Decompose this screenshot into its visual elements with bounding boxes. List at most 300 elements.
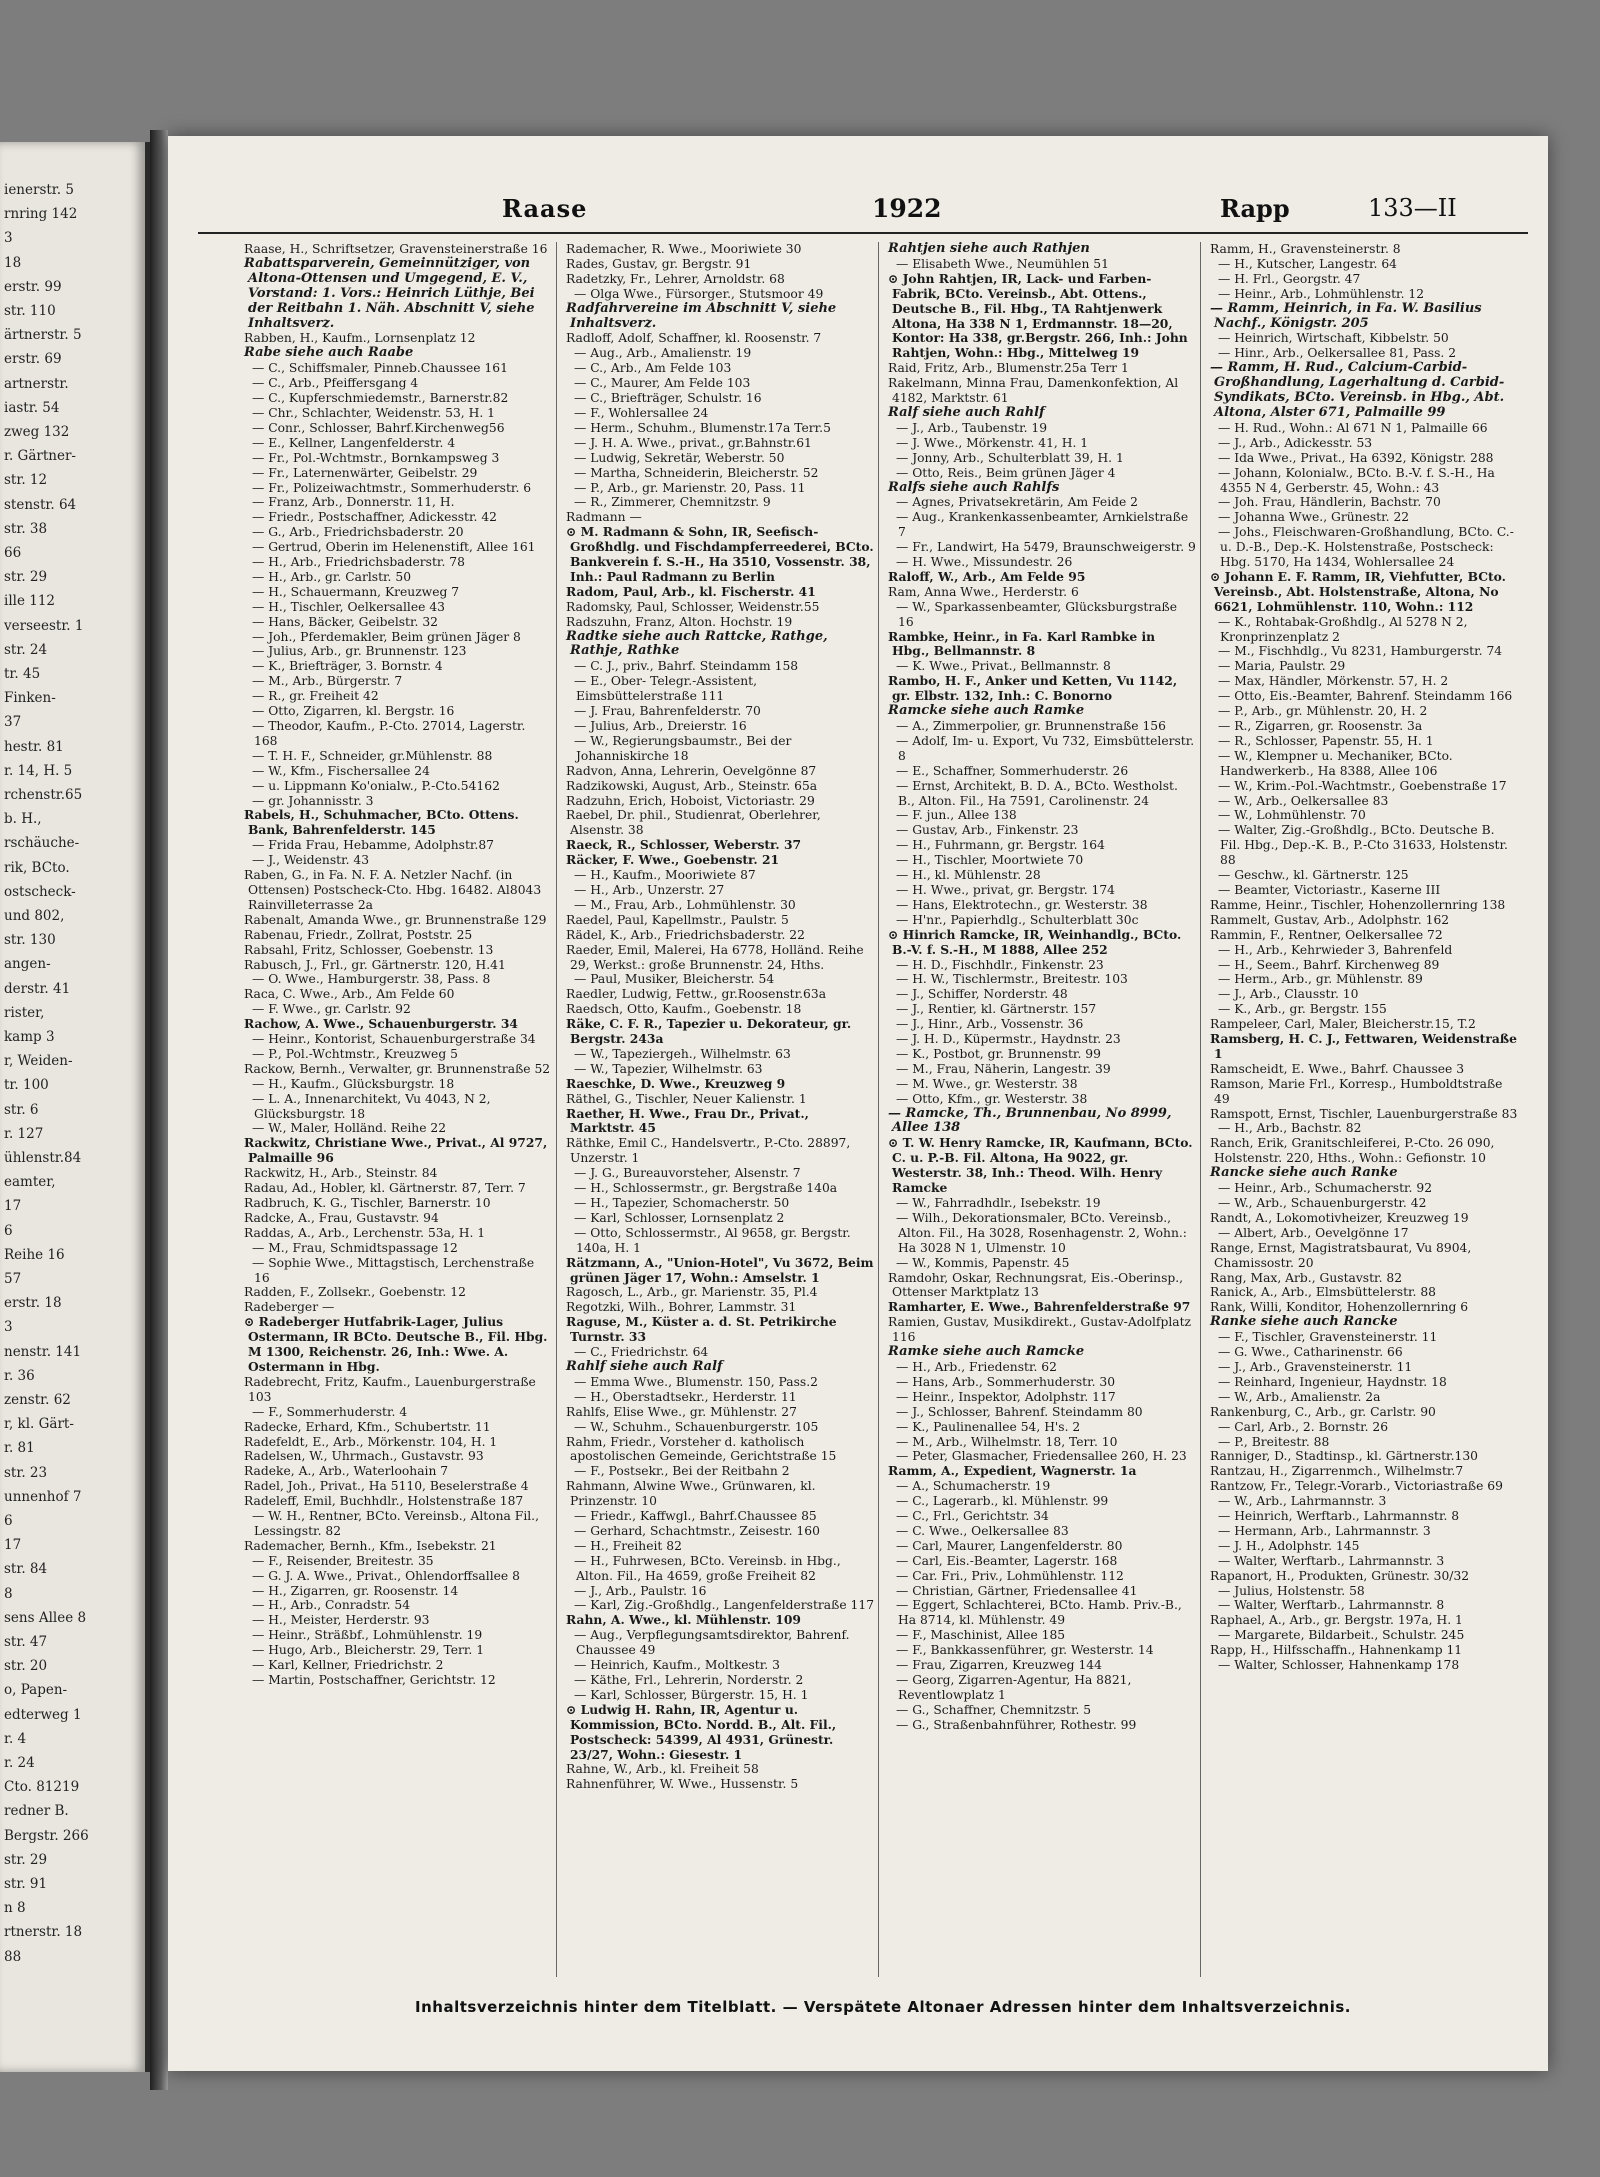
facing-page-text: verseestr. 1 xyxy=(4,617,84,634)
directory-entry: — J., Weidenstr. 43 xyxy=(252,853,370,868)
directory-entry: Rapanort, H., Produkten, Grünestr. 30/32 xyxy=(1210,1568,1470,1583)
facing-page-text: ostscheck- xyxy=(4,883,76,900)
directory-entry: — Beamter, Victoriastr., Kaserne III xyxy=(1218,882,1441,897)
directory-entry: — W., Arb., Lahrmannstr. 3 xyxy=(1218,1494,1387,1509)
directory-entry: — Heinrich, Wirtschaft, Kibbelstr. 50 xyxy=(1218,331,1449,346)
directory-entry: — R., Zigarren, gr. Roosenstr. 3a xyxy=(1218,719,1423,733)
directory-entry: Raedler, Ludwig, Fettw., gr.Roosenstr.63a xyxy=(566,987,827,1002)
facing-page-text: 57 xyxy=(4,1271,22,1287)
directory-entry: — Fr., Polizeiwachtmstr., Sommerhuderstr. 6 xyxy=(252,480,532,495)
directory-entry: — W., Schuhm., Schauenburgerstr. 105 xyxy=(574,1419,819,1434)
directory-entry: Rabsahl, Fritz, Schlosser, Goebenstr. 13 xyxy=(244,942,494,957)
directory-entry: — K., Paulinenallee 54, H's. 2 xyxy=(896,1419,1081,1434)
facing-page-fragment xyxy=(0,142,153,2072)
page-footer-note: Inhaltsverzeichnis hinter dem Titelblatt. — Verspätete Altonaer Adressen hinter dem Inhaltsverzeichnis. xyxy=(415,1998,1351,2016)
directory-entry: Rankenburg, C., Arb., gr. Carlstr. 90 xyxy=(1210,1404,1436,1419)
directory-entry: — Carl, Maurer, Langenfelderstr. 80 xyxy=(896,1538,1123,1553)
directory-entry: — H., Arb., Conradstr. 54 xyxy=(252,1598,411,1613)
facing-page-text: str. 84 xyxy=(4,1561,48,1578)
directory-entry: — Car. Fri., Priv., Lohmühlenstr. 112 xyxy=(896,1568,1124,1583)
directory-entry: — C. Wwe., Oelkersallee 83 xyxy=(896,1523,1069,1538)
facing-page-text: Finken- xyxy=(4,690,56,707)
directory-entry: — Hermann, Arb., Lahrmannstr. 3 xyxy=(1218,1523,1431,1538)
facing-page-text: 17 xyxy=(4,1537,22,1554)
directory-entry: — C., Arb., Am Felde 103 xyxy=(574,361,732,376)
book-gutter xyxy=(150,130,168,2090)
facing-page-text: zenstr. 62 xyxy=(4,1392,71,1408)
directory-entry: — F., Bankkassenführer, gr. Westerstr. 14 xyxy=(896,1643,1154,1658)
directory-entry: — P., Arb., gr. Marienstr. 20, Pass. 11 xyxy=(574,480,806,495)
directory-entry: Rahmann, Alwine Wwe., Grünwaren, kl. Prinzenstr. 10 xyxy=(566,1479,816,1509)
directory-entry: — Friedr., Kaffwgl., Bahrf.Chaussee 85 xyxy=(574,1509,817,1524)
directory-entry: — H., Arb., Bachstr. 82 xyxy=(1218,1121,1362,1136)
directory-entry: Ramsberg, H. C. J., Fettwaren, Weidenstraße 1 xyxy=(1210,1031,1517,1061)
directory-entry: Raedel, Paul, Kapellmstr., Paulstr. 5 xyxy=(566,912,789,927)
directory-entry: Rammelt, Gustav, Arb., Adolphstr. 162 xyxy=(1210,912,1450,927)
directory-entry: Ramspott, Ernst, Tischler, Lauenburgerstraße 83 xyxy=(1210,1106,1518,1121)
directory-entry: Radel, Joh., Privat., Ha 5110, Beselerstraße 4 xyxy=(244,1479,529,1494)
directory-entry: — Maria, Paulstr. 29 xyxy=(1218,659,1346,674)
directory-entry: — Hans, Elektrotechn., gr. Westerstr. 38 xyxy=(896,897,1148,912)
directory-entry: — W., Sparkassenbeamter, Glücksburgstraße 16 xyxy=(896,599,1178,629)
directory-entry: — Walter, Zig.-Großhdlg., BCto. Deutsche B. Fil. Hbg., Dep.-K. B., P.-Cto 31633, Holstenstr. 88 xyxy=(1218,823,1508,868)
directory-entry: Rantzow, Fr., Telegr.-Vorarb., Victoriastraße 69 xyxy=(1210,1479,1503,1494)
directory-entry: — u. Lippmann Ko'onialw., P.-Cto.54162 xyxy=(252,778,500,793)
header-first-entry: Raase xyxy=(502,194,588,223)
directory-entry: — F., Reisender, Breitestr. 35 xyxy=(252,1553,434,1568)
directory-entry: — H., Fuhrmann, gr. Bergstr. 164 xyxy=(896,838,1105,853)
page-header xyxy=(198,192,1528,234)
directory-entry: — Aug., Verpflegungsamtsdirektor, Bahrenf. Chaussee 49 xyxy=(574,1628,850,1658)
directory-entry: — H., Tischler, Moortwiete 70 xyxy=(896,853,1084,868)
directory-entry: Räthke, Emil C., Handelsvertr., P.-Cto. 28897, Unzerstr. 1 xyxy=(566,1136,851,1166)
facing-page-text: 37 xyxy=(4,714,22,731)
facing-page-text: str. 110 xyxy=(4,303,56,319)
directory-entry: — Otto, Kfm., gr. Westerstr. 38 xyxy=(896,1091,1088,1106)
directory-entry: — Friedr., Postschaffner, Adickesstr. 42 xyxy=(252,510,497,525)
directory-entry: Rank, Willi, Konditor, Hohenzollernring 6 xyxy=(1210,1300,1469,1315)
directory-entry: Rabben, H., Kaufm., Lornsenplatz 12 xyxy=(244,331,476,346)
directory-entry: — Johs., Fleischwaren-Großhandlung, BCto. C.- u. D.-B., Dep.-K. Holstenstraße, Postscheck: Hbg. 5170, Ha 1434, Wohlersallee 24 xyxy=(1218,525,1514,570)
directory-entry: Rantzau, H., Zigarrenmch., Wilhelmstr.7 xyxy=(1210,1464,1464,1479)
directory-entry: Rabenau, Friedr., Zollrat, Poststr. 25 xyxy=(244,927,473,942)
directory-entry: — G. Wwe., Catharinenstr. 66 xyxy=(1218,1345,1403,1360)
directory-entry: — W., Fahrradhdlr., Isebekstr. 19 xyxy=(896,1196,1101,1210)
directory-entry: — Otto, Zigarren, kl. Bergstr. 16 xyxy=(252,704,455,719)
facing-page-text: Cto. 81219 xyxy=(4,1779,80,1796)
directory-entry: — Gerhard, Schachtmstr., Zeisestr. 160 xyxy=(574,1523,820,1538)
directory-entry: Rabe siehe auch Raabe xyxy=(244,345,414,361)
directory-entry: — H'nr., Papierhdlg., Schulterblatt 30c xyxy=(896,912,1139,927)
directory-entry: Rahnenführer, W. Wwe., Hussenstr. 5 xyxy=(566,1777,799,1792)
facing-page-text: zweg 132 xyxy=(4,424,70,440)
directory-entry: — Heinrich, Kaufm., Moltkestr. 3 xyxy=(574,1658,780,1673)
directory-entry: — C., Briefträger, Schulstr. 16 xyxy=(574,391,762,406)
directory-entry: Räthel, G., Tischler, Neuer Kalienstr. 1 xyxy=(566,1091,807,1106)
facing-page-text: str. 130 xyxy=(4,932,56,949)
directory-entry: Rabels, H., Schuhmacher, BCto. Ottens. Bank, Bahrenfelderstr. 145 xyxy=(244,807,519,838)
directory-entry: — Martha, Schneiderin, Bleicherstr. 52 xyxy=(574,465,819,480)
directory-entry: — K. Wwe., Privat., Bellmannstr. 8 xyxy=(896,659,1111,674)
facing-page-text: artnerstr. xyxy=(4,375,69,392)
directory-entry: — M. Wwe., gr. Westerstr. 38 xyxy=(896,1076,1078,1091)
directory-entry: — F., Postsekr., Bei der Reitbahn 2 xyxy=(574,1464,790,1479)
directory-entry: Ramien, Gustav, Musikdirekt., Gustav-Adolfplatz 116 xyxy=(888,1315,1192,1345)
facing-page-text: kamp 3 xyxy=(4,1029,55,1045)
facing-page-text: tr. 100 xyxy=(4,1077,49,1094)
directory-columns xyxy=(238,242,1518,1977)
facing-page-text: hestr. 81 xyxy=(4,738,64,755)
directory-entry: Radbruch, K. G., Tischler, Barnerstr. 10 xyxy=(244,1196,491,1210)
directory-entry: — Sophie Wwe., Mittagstisch, Lerchenstraße 16 xyxy=(252,1255,535,1285)
facing-page-text: Reihe 16 xyxy=(4,1246,65,1263)
directory-entry: Radcke, A., Frau, Gustavstr. 94 xyxy=(244,1210,439,1225)
directory-entry: — Geschw., kl. Gärtnerstr. 125 xyxy=(1218,868,1409,883)
directory-entry: Ramdohr, Oskar, Rechnungsrat, Eis.-Oberinsp., Ottenser Marktplatz 13 xyxy=(888,1270,1184,1300)
directory-entry: Raeck, R., Schlosser, Weberstr. 37 xyxy=(566,837,802,853)
directory-entry: — Fr., Pol.-Wchtmstr., Bornkampsweg 3 xyxy=(252,450,500,465)
directory-entry: — Walter, Schlosser, Hahnenkamp 178 xyxy=(1218,1658,1460,1673)
facing-page-text: str. 38 xyxy=(4,520,48,537)
directory-entry: — Albert, Arb., Oevelgönne 17 xyxy=(1218,1225,1409,1240)
facing-page-text: rister, xyxy=(4,1004,45,1021)
directory-entry: Rampeleer, Carl, Maler, Bleicherstr.15, T.2 xyxy=(1210,1017,1476,1032)
directory-entry: — H. Frl., Georgstr. 47 xyxy=(1218,271,1361,286)
facing-page-text: 88 xyxy=(4,1948,22,1965)
directory-entry: — Herm., Arb., gr. Mühlenstr. 89 xyxy=(1218,972,1423,987)
directory-entry: — Ramcke, Th., Brunnenbau, No 8999, Allee 138 xyxy=(888,1105,1172,1136)
directory-entry: Radomsky, Paul, Schlosser, Weidenstr.55 xyxy=(566,599,820,614)
directory-entry: — W., Regierungsbaumstr., Bei der Johanniskirche 18 xyxy=(574,733,792,763)
directory-entry: — C., Schiffsmaler, Pinneb.Chaussee 161 xyxy=(252,361,508,376)
facing-page-text: r. 14, H. 5 xyxy=(4,762,73,779)
directory-entry: Rackwitz, Christiane Wwe., Privat., Al 9727, Palmaille 96 xyxy=(244,1135,548,1166)
directory-entry: — J., Schlosser, Bahrenf. Steindamm 80 xyxy=(896,1404,1143,1419)
directory-entry: Radloff, Adolf, Schaffner, kl. Roosenstr. 7 xyxy=(566,331,822,346)
directory-entry: — Adolf, Im- u. Export, Vu 732, Eimsbüttelerstr. 8 xyxy=(896,733,1195,763)
directory-entry: — Ramm, H. Rud., Calcium-Carbid-Großhandlung, Lagerhaltung d. Carbid-Syndikats, BCto. Vereinsb. in Hbg., Abt. Altona, Alster 671, Palmaille 99 xyxy=(1210,360,1505,420)
directory-entry: Rambo, H. F., Anker und Ketten, Vu 1142, gr. Elbstr. 132, Inh.: C. Bonorno xyxy=(888,673,1178,704)
directory-entry: — Conr., Schlosser, Bahrf.Kirchenweg56 xyxy=(252,420,505,435)
directory-entry: — M., Frau, Näherin, Langestr. 39 xyxy=(896,1061,1111,1076)
directory-entry: Rachow, A. Wwe., Schauenburgerstr. 34 xyxy=(244,1016,518,1032)
directory-entry: — H. D., Fischhdlr., Finkenstr. 23 xyxy=(896,957,1104,972)
directory-entry: — Gustav, Arb., Finkenstr. 23 xyxy=(896,823,1079,838)
directory-entry: — Ramm, Heinrich, in Fa. W. Basilius Nachf., Königstr. 205 xyxy=(1210,300,1482,331)
directory-entry: Ramcke siehe auch Ramke xyxy=(888,703,1085,719)
directory-entry: — W., Maler, Holländ. Reihe 22 xyxy=(252,1121,447,1136)
directory-entry: Radtke siehe auch Rattcke, Rathge, Rathje, Rathke xyxy=(566,628,828,659)
directory-entry: — C., Kupferschmiedemstr., Barnerstr.82 xyxy=(252,391,509,406)
directory-entry: — F., Sommerhuderstr. 4 xyxy=(252,1404,408,1419)
facing-page-text: ärtnerstr. 5 xyxy=(4,327,82,344)
directory-entry: — Ernst, Architekt, B. D. A., BCto. Westholst. B., Alton. Fil., Ha 7591, Carolinenstr. 24 xyxy=(896,778,1178,808)
directory-entry: Rambke, Heinr., in Fa. Karl Rambke in Hbg., Bellmannstr. 8 xyxy=(888,628,1156,659)
facing-page-text: str. 23 xyxy=(4,1464,48,1481)
directory-entry: ⊙ Ludwig H. Rahn, IR, Agentur u. Kommission, BCto. Nordd. B., Alt. Fil., Postscheck: 54399, Al 4931, Grünestr. 23/27, Wohn.: Giesestr. 1 xyxy=(566,1701,837,1762)
directory-entry: — Joh. Frau, Händlerin, Bachstr. 70 xyxy=(1218,495,1441,510)
directory-entry: — Walter, Werftarb., Lahrmannstr. 3 xyxy=(1218,1553,1445,1568)
directory-entry: — R., Schlosser, Papenstr. 55, H. 1 xyxy=(1218,733,1434,748)
header-year: 1922 xyxy=(872,194,942,223)
directory-entry: — Georg, Zigarren-Agentur, Ha 8821, Reventlowplatz 1 xyxy=(896,1673,1132,1702)
directory-entry: Ram, Anna Wwe., Herderstr. 6 xyxy=(888,584,1079,599)
directory-entry: — Eggert, Schlachterei, BCto. Hamb. Priv.-B., Ha 8714, kl. Mühlenstr. 49 xyxy=(896,1598,1182,1628)
directory-entry: — J., Arb., Adickesstr. 53 xyxy=(1218,435,1373,450)
directory-entry: Rademacher, Bernh., Kfm., Isebekstr. 21 xyxy=(244,1538,497,1553)
directory-entry: — F. jun., Allee 138 xyxy=(896,808,1017,823)
header-last-entry: Rapp xyxy=(1220,194,1290,223)
directory-entry: — G., Schaffner, Chemnitzstr. 5 xyxy=(896,1702,1092,1717)
directory-entry: Rätzmann, A., "Union-Hotel", Vu 3672, Beim grünen Jäger 17, Wohn.: Amselstr. 1 xyxy=(566,1254,874,1285)
directory-entry: — P., Arb., gr. Mühlenstr. 20, H. 2 xyxy=(1218,704,1428,719)
directory-entry: Rackwitz, H., Arb., Steinstr. 84 xyxy=(244,1166,438,1181)
directory-entry: Raphael, A., Arb., gr. Bergstr. 197a, H. 1 xyxy=(1210,1613,1463,1628)
directory-entry: — J. H. D., Küpermstr., Haydnstr. 23 xyxy=(896,1032,1121,1047)
facing-page-text: str. 91 xyxy=(4,1876,48,1892)
directory-entry: Rakelmann, Minna Frau, Damenkonfektion, Al 4182, Marktstr. 61 xyxy=(888,376,1179,406)
facing-page-text: nenstr. 141 xyxy=(4,1343,82,1360)
directory-entry: — H. Wwe., privat, gr. Bergstr. 174 xyxy=(896,882,1115,897)
directory-entry: — J., Arb., Paulstr. 16 xyxy=(574,1583,707,1598)
directory-entry: — G., Straßenbahnführer, Rothestr. 99 xyxy=(896,1717,1137,1732)
directory-entry: Radeberger — xyxy=(244,1300,335,1315)
directory-entry: Rabenalt, Amanda Wwe., gr. Brunnenstraße 129 xyxy=(244,912,547,927)
facing-page-text: rtnerstr. 18 xyxy=(4,1924,83,1941)
directory-entry: Rammin, F., Rentner, Oelkersallee 72 xyxy=(1210,927,1443,942)
page-number: 133—II xyxy=(1368,194,1457,222)
directory-entry: — Käthe, Frl., Lehrerin, Norderstr. 2 xyxy=(574,1673,804,1687)
directory-entry: — Jonny, Arb., Schulterblatt 39, H. 1 xyxy=(896,450,1124,465)
directory-entry: — Ludwig, Sekretär, Weberstr. 50 xyxy=(574,450,785,465)
directory-entry: — G., Arb., Friedrichsbaderstr. 20 xyxy=(252,525,464,540)
directory-entry: — H., Oberstadtsekr., Herderstr. 11 xyxy=(574,1389,797,1404)
directory-entry: — J., Arb., Gravensteinerstr. 11 xyxy=(1218,1359,1413,1374)
directory-entry: Rahm, Friedr., Vorsteher d. katholisch apostolischen Gemeinde, Gerichtstraße 15 xyxy=(566,1434,837,1464)
directory-entry: Raether, H. Wwe., Frau Dr., Privat., Marktstr. 45 xyxy=(566,1105,809,1136)
directory-entry: — Martin, Postschaffner, Gerichtstr. 12 xyxy=(252,1673,496,1687)
directory-entry: — Carl, Arb., 2. Bornstr. 26 xyxy=(1218,1419,1389,1434)
directory-entry: — Hans, Arb., Sommerhuderstr. 30 xyxy=(896,1374,1116,1389)
facing-page-text: 17 xyxy=(4,1198,22,1215)
directory-entry: — H., Arb., Unzerstr. 27 xyxy=(574,882,725,897)
directory-entry: Radszuhn, Franz, Alton. Hochstr. 19 xyxy=(566,614,793,629)
directory-entry: ⊙ T. W. Henry Ramcke, IR, Kaufmann, BCto. C. u. P.-B. Fil. Altona, Ha 9022, gr. Westerstr. 38, Inh.: Theod. Wilh. Henry Ramcke xyxy=(888,1135,1193,1196)
directory-entry: — W., Krim.-Pol.-Wachtmstr., Goebenstraße 17 xyxy=(1218,778,1507,793)
directory-entry: Raase, H., Schriftsetzer, Gravensteinerstraße 16 xyxy=(244,242,548,256)
directory-entry: Radeke, A., Arb., Waterloohain 7 xyxy=(244,1464,449,1479)
directory-entry: — F., Wohlersallee 24 xyxy=(574,405,709,420)
directory-entry: — H., Kaufm., Glücksburgstr. 18 xyxy=(252,1076,455,1091)
directory-entry: — Otto, Eis.-Beamter, Bahrenf. Steindamm 166 xyxy=(1218,689,1513,704)
facing-page-text: ienerstr. 5 xyxy=(4,182,74,198)
directory-entry: Radden, F., Zollsekr., Goebenstr. 12 xyxy=(244,1285,466,1300)
directory-entry: — Emma Wwe., Blumenstr. 150, Pass.2 xyxy=(574,1374,818,1389)
directory-entry: Raddas, A., Arb., Lerchenstr. 53a, H. 1 xyxy=(244,1225,486,1240)
directory-entry: — H., Arb., Kehrwieder 3, Bahrenfeld xyxy=(1218,942,1453,957)
directory-entry: — J. G., Bureauvorsteher, Alsenstr. 7 xyxy=(574,1166,801,1181)
directory-entry: — J. H. A. Wwe., privat., gr.Bahnstr.61 xyxy=(574,435,812,450)
directory-entry: — A., Zimmerpolier, gr. Brunnenstraße 156 xyxy=(896,719,1166,733)
directory-entry: — Frida Frau, Hebamme, Adolphstr.87 xyxy=(252,838,494,853)
directory-entry: — H. Wwe., Missundestr. 26 xyxy=(896,555,1073,570)
column-1 xyxy=(238,242,557,1977)
directory-entry: — Reinhard, Ingenieur, Haydnstr. 18 xyxy=(1218,1374,1447,1389)
facing-page-text: 3 xyxy=(4,1319,13,1336)
directory-entry: — Olga Wwe., Fürsorger., Stutsmoor 49 xyxy=(574,286,824,301)
directory-entry: — H., Tapezier, Schomacherstr. 50 xyxy=(574,1196,790,1210)
directory-entry: — E., Schaffner, Sommerhuderstr. 26 xyxy=(896,763,1129,778)
directory-entry: — E., Ober- Telegr.-Assistent, Eimsbüttelerstraße 111 xyxy=(574,674,758,704)
directory-entry: — L. A., Innenarchitekt, Vu 4043, N 2, Glücksburgstr. 18 xyxy=(252,1091,491,1121)
facing-page-text: und 802, xyxy=(4,908,65,924)
directory-entry: — M., Frau, Arb., Lohmühlenstr. 30 xyxy=(574,897,796,912)
directory-entry: Ramm, A., Expedient, Wagnerstr. 1a xyxy=(888,1463,1137,1479)
directory-entry: — Karl, Zig.-Großhdlg., Langenfelderstraße 117 xyxy=(574,1598,875,1613)
directory-entry: ⊙ Radeberger Hutfabrik-Lager, Julius Ostermann, IR BCto. Deutsche B., Fil. Hbg. M 1300, Reichenstr. 26, Inh.: Wwe. A. Ostermann in Hbg. xyxy=(244,1314,548,1374)
facing-page-text: r, Weiden- xyxy=(4,1053,73,1070)
directory-entry: — H., Zigarren, gr. Roosenstr. 14 xyxy=(252,1583,459,1598)
facing-page-text: ühlenstr.84 xyxy=(4,1150,82,1166)
facing-page-text: 6 xyxy=(4,1513,13,1529)
directory-entry: Raloff, W., Arb., Am Felde 95 xyxy=(888,568,1086,584)
directory-entry: — Paul, Musiker, Bleicherstr. 54 xyxy=(574,972,775,987)
directory-entry: Raeschke, D. Wwe., Kreuzweg 9 xyxy=(566,1075,786,1091)
directory-entry: Range, Ernst, Magistratsbaurat, Vu 8904, Chamissostr. 20 xyxy=(1210,1240,1472,1270)
directory-entry: — F. Wwe., gr. Carlstr. 92 xyxy=(252,1002,411,1017)
facing-page-text: angen- xyxy=(4,956,51,973)
facing-page-text: r, kl. Gärt- xyxy=(4,1416,74,1433)
directory-entry: Radebrecht, Fritz, Kaufm., Lauenburgerstraße 103 xyxy=(244,1374,536,1404)
directory-entry: — W., Kommis, Papenstr. 45 xyxy=(896,1255,1070,1270)
directory-entry: Rades, Gustav, gr. Bergstr. 91 xyxy=(566,256,752,271)
directory-entry: Raben, G., in Fa. N. F. A. Netzler Nachf. (in Ottensen) Postscheck-Cto. Hbg. 16482. Al8043 Rainvilleterrasse 2a xyxy=(244,868,542,912)
directory-entry: Raca, C. Wwe., Arb., Am Felde 60 xyxy=(244,987,455,1002)
directory-entry: Ranniger, D., Stadtinsp., kl. Gärtnerstr.130 xyxy=(1210,1449,1478,1464)
directory-entry: Radfahrvereine im Abschnitt V, siehe Inhaltsverz. xyxy=(566,300,837,331)
directory-entry: — J. Frau, Bahrenfelderstr. 70 xyxy=(574,704,761,719)
directory-entry: Rabusch, J., Frl., gr. Gärtnerstr. 120, H.41 xyxy=(244,957,506,972)
facing-page-text: erstr. 99 xyxy=(4,278,62,295)
directory-entry: — Theodor, Kaufm., P.-Cto. 27014, Lagerstr. 168 xyxy=(252,719,526,748)
facing-page-text: tr. 45 xyxy=(4,666,41,682)
facing-page-text: 3 xyxy=(4,230,13,247)
directory-entry: — H., kl. Mühlenstr. 28 xyxy=(896,868,1041,883)
directory-entry: — O. Wwe., Hamburgerstr. 38, Pass. 8 xyxy=(252,972,491,987)
directory-entry: — Heinr., Kontorist, Schauenburgerstraße 34 xyxy=(252,1032,536,1047)
directory-entry: — P., Breitestr. 88 xyxy=(1218,1434,1330,1449)
directory-entry: — C., Friedrichstr. 64 xyxy=(574,1345,709,1360)
directory-entry: Radeleff, Emil, Buchhdlr., Holstenstraße 187 xyxy=(244,1494,524,1509)
directory-entry: — Peter, Glasmacher, Friedensallee 260, H. 23 xyxy=(896,1449,1187,1464)
directory-entry: Raid, Fritz, Arb., Blumenstr.25a Terr 1 xyxy=(888,361,1129,376)
directory-entry: — Margarete, Bildarbeit., Schulstr. 245 xyxy=(1218,1628,1465,1643)
facing-page-text: 6 xyxy=(4,1222,13,1239)
facing-page-text: r. 81 xyxy=(4,1440,35,1457)
facing-page-text: rschäuche- xyxy=(4,835,80,852)
directory-entry: — gr. Johannisstr. 3 xyxy=(252,793,374,808)
directory-entry: — Aug., Arb., Amalienstr. 19 xyxy=(574,346,752,361)
facing-page-text: n 8 xyxy=(4,1900,26,1917)
directory-entry: — H. W., Tischlermstr., Breitestr. 103 xyxy=(896,972,1128,987)
directory-entry: — J., Schiffer, Norderstr. 48 xyxy=(896,987,1068,1002)
facing-page-text: r. 36 xyxy=(4,1367,35,1384)
directory-entry: — Elisabeth Wwe., Neumühlen 51 xyxy=(896,256,1109,271)
directory-entry: Rahlfs, Elise Wwe., gr. Mühlenstr. 27 xyxy=(566,1404,797,1419)
directory-entry: — Julius, Arb., gr. Brunnenstr. 123 xyxy=(252,644,467,659)
directory-entry: Radom, Paul, Arb., kl. Fischerstr. 41 xyxy=(566,583,816,599)
directory-entry: — J., Rentier, kl. Gärtnerstr. 157 xyxy=(896,1002,1097,1017)
directory-entry: — C., Maurer, Am Felde 103 xyxy=(574,376,751,391)
column-3 xyxy=(882,242,1201,1977)
directory-entry: — Karl, Kellner, Friedrichstr. 2 xyxy=(252,1658,444,1673)
directory-entry: Ramke siehe auch Ramcke xyxy=(888,1344,1085,1360)
facing-page-text: sens Allee 8 xyxy=(4,1609,87,1626)
directory-entry: — Gertrud, Oberin im Helenenstift, Allee 161 xyxy=(252,540,536,555)
directory-entry: — W. H., Rentner, BCto. Vereinsb., Altona Fil., Lessingstr. 82 xyxy=(252,1509,540,1538)
directory-entry: — M., Fischhdlg., Vu 8231, Hamburgerstr. 74 xyxy=(1218,644,1503,659)
directory-entry: Rademacher, R. Wwe., Mooriwiete 30 xyxy=(566,242,802,256)
directory-entry: — Aug., Krankenkassenbeamter, Arnkielstraße 7 xyxy=(896,510,1189,540)
directory-entry: — M., Arb., Wilhelmstr. 18, Terr. 10 xyxy=(896,1434,1118,1449)
directory-entry: — R., gr. Freiheit 42 xyxy=(252,689,379,704)
directory-entry: Rang, Max, Arb., Gustavstr. 82 xyxy=(1210,1270,1403,1285)
directory-entry: Radecke, Erhard, Kfm., Schubertstr. 11 xyxy=(244,1419,491,1434)
directory-entry: — J. Wwe., Mörkenstr. 41, H. 1 xyxy=(896,435,1089,450)
directory-entry: — J., Arb., Taubenstr. 19 xyxy=(896,420,1048,435)
directory-entry: — H., Freiheit 82 xyxy=(574,1538,682,1553)
directory-entry: — Heinr., Inspektor, Adolphstr. 117 xyxy=(896,1389,1116,1404)
directory-entry: — H., Arb., gr. Carlstr. 50 xyxy=(252,569,412,584)
facing-page-text: str. 6 xyxy=(4,1101,39,1118)
directory-entry: — P., Pol.-Wchtmstr., Kreuzweg 5 xyxy=(252,1046,458,1061)
facing-page-text: str. 29 xyxy=(4,569,48,586)
directory-entry: Randt, A., Lokomotivheizer, Kreuzweg 19 xyxy=(1210,1210,1469,1225)
facing-page-text: edterweg 1 xyxy=(4,1706,82,1723)
directory-entry: — K., Postbot, gr. Brunnenstr. 99 xyxy=(896,1046,1101,1061)
directory-entry: — F., Tischler, Gravensteinerstr. 11 xyxy=(1218,1330,1438,1345)
directory-entry: — J., Hinr., Arb., Vossenstr. 36 xyxy=(896,1017,1084,1032)
directory-entry: — H., Schlossermstr., gr. Bergstraße 140a xyxy=(574,1181,838,1196)
directory-entry: — Heinr., Arb., Lohmühlenstr. 12 xyxy=(1218,286,1425,301)
directory-entry: Rancke siehe auch Ranke xyxy=(1210,1165,1398,1181)
facing-page-text: r. Gärtner- xyxy=(4,448,76,465)
directory-entry: Ramme, Heinr., Tischler, Hohenzollernring 138 xyxy=(1210,897,1506,912)
facing-page-text: str. 47 xyxy=(4,1634,48,1650)
directory-entry: — Karl, Schlosser, Bürgerstr. 15, H. 1 xyxy=(574,1687,809,1702)
directory-entry: ⊙ Hinrich Ramcke, IR, Weinhandlg., BCto. B.-V. f. S.-H., M 1888, Allee 252 xyxy=(888,926,1182,957)
directory-entry: — H., Seem., Bahrf. Kirchenweg 89 xyxy=(1218,957,1440,972)
directory-entry: Radmann — xyxy=(566,510,642,525)
directory-entry: — Wilh., Dekorationsmaler, BCto. Vereinsb., Alton. Fil., Ha 3028, Rosenhagenstr. 2, Wohn.: Ha 3028 N 1, Ulmenstr. 10 xyxy=(896,1210,1187,1255)
directory-entry: Radvon, Anna, Lehrerin, Oevelgönne 87 xyxy=(566,763,817,778)
directory-entry: — Heinr., Sträßbf., Lohmühlenstr. 19 xyxy=(252,1628,483,1643)
directory-entry: — Karl, Schlosser, Lornsenplatz 2 xyxy=(574,1210,785,1225)
facing-page-text: derstr. 41 xyxy=(4,980,71,997)
facing-page-text: eamter, xyxy=(4,1174,56,1191)
facing-page-text: erstr. 69 xyxy=(4,351,62,368)
directory-entry: ⊙ Johann E. F. Ramm, IR, Viehfutter, BCto. Vereinsb., Abt. Holstenstraße, Altona, No 6621, Lohmühlenstr. 110, Wohn.: 112 xyxy=(1210,568,1506,614)
directory-entry: — C., Lagerarb., kl. Mühlenstr. 99 xyxy=(896,1494,1109,1509)
directory-entry: — M., Frau, Schmidtspassage 12 xyxy=(252,1240,458,1255)
facing-page-text: str. 29 xyxy=(4,1851,48,1868)
facing-page-text: Bergstr. 266 xyxy=(4,1827,89,1844)
directory-entry: — C., Arb., Pfeiffersgang 4 xyxy=(252,376,419,391)
directory-entry: — Heinrich, Werftarb., Lahrmannstr. 8 xyxy=(1218,1509,1460,1524)
directory-entry: Rackow, Bernh., Verwalter, gr. Brunnenstraße 52 xyxy=(244,1061,551,1076)
directory-entry: — A., Schumacherstr. 19 xyxy=(896,1479,1051,1494)
directory-entry: — C., Frl., Gerichtstr. 34 xyxy=(896,1509,1049,1524)
